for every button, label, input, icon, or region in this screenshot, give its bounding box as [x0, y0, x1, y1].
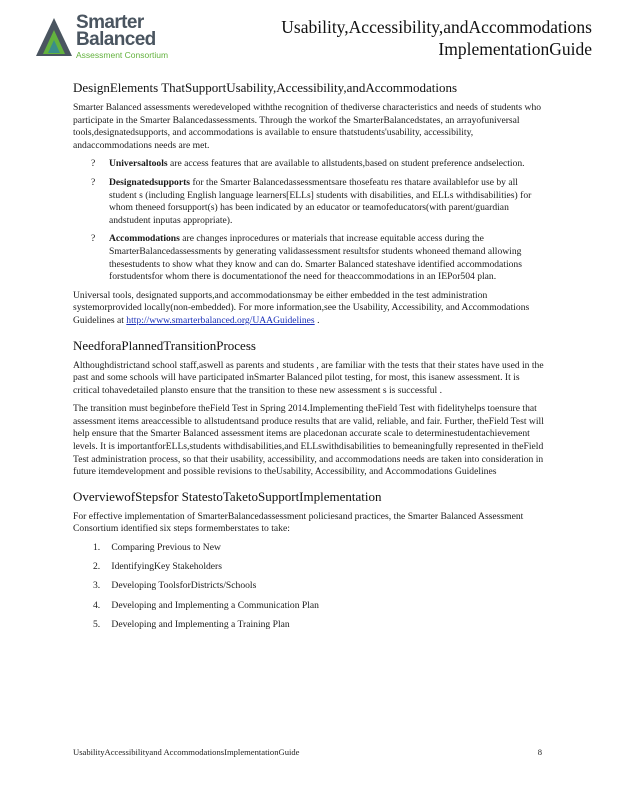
section3-intro: For effective implementation of SmarterBalancedassessment policiesand practices, the Smarter Balanced Assessment Consortium identified six steps formemberstates to take:: [73, 510, 524, 535]
support-types-list: [73, 158, 545, 283]
bullet-term: Designatedsupports: [109, 176, 191, 188]
step-number: 1.: [93, 542, 101, 554]
step-text: IdentifyingKey Stakeholders: [111, 561, 222, 573]
section1-closing: [73, 290, 545, 328]
page-footer: [73, 747, 542, 757]
bullet-term: Universaltools: [109, 158, 168, 170]
bullet-glyph: ?: [91, 158, 96, 170]
step-number: 5.: [93, 618, 101, 630]
page-number: 8: [537, 747, 542, 757]
section-heading-overview-steps: OverviewofStepsfor StatestoTaketoSupportImplementation: [73, 488, 382, 504]
page-content: [73, 80, 545, 638]
logo-line1: Smarter: [76, 12, 144, 33]
bullet-glyph: ?: [91, 176, 96, 188]
list-item: [91, 233, 545, 283]
step-text: Developing and Implementing a Communication Plan: [111, 599, 319, 611]
section2-para2: The transition must beginbefore theField Test in Spring 2014.Implementing theField Test with fidelityhelps toensure that assessment items areaccessible to allstudentsand produce results that are valid, reliable, and fair. Further, theField Test will help ensure that the Smarter Balanced assessment items are placedonan accurate scale to determinestudentachievement levels. It is importantforELLs,students withdisabilities,and ELLswithdisabilities to bemeaningfully represented in theField Test administration process, so that their usability, accessibility, and accommodations needs are taken into consideration in future itemdevelopment and possible revisions to theUsability, Accessibility, and Accommodations Guidelines: [73, 403, 544, 478]
list-item: [91, 158, 545, 171]
list-item: [91, 177, 545, 227]
bullet-term: Accommodations: [109, 233, 180, 245]
triangle-mark-icon: [34, 16, 74, 60]
step-number: 3.: [93, 580, 101, 592]
step-text: Developing ToolsforDistricts/Schools: [111, 580, 257, 592]
uaa-guidelines-link[interactable]: http://www.smarterbalanced.org/UAAGuidelines: [126, 314, 315, 326]
list-item: [93, 580, 545, 593]
list-item: [93, 619, 545, 632]
bullet-text: for the Smarter Balancedassessmentsare thosefeatu res thatare availablefor use by all student s (including English language learners[ELLs] students with disabilities, and ELLs withdisabilities) for whom theneed forsupport(s) has been indicated by an educator or teamofeducators(with parent/guardian andstudent inputas appropriate).: [109, 176, 532, 226]
list-item: [93, 561, 545, 574]
steps-list: [73, 542, 545, 631]
step-number: 4.: [93, 599, 101, 611]
list-item: [93, 600, 545, 613]
logo-wordmark: [76, 14, 156, 48]
logo-line2: Balanced: [76, 29, 156, 50]
bullet-glyph: ?: [91, 233, 96, 245]
section2-para1: Althoughdistrictand school staff,aswell as parents and students , are familiar with the tests that their states have used in the past and some schools will have participated inSmarter Balanced pilot testing, for most, this isanew assessment. It is critical tohavedetailed plansto ensure that the transition to these new assessment s is successful .: [73, 359, 544, 396]
step-text: Comparing Previous to New: [111, 542, 221, 554]
document-title: [281, 16, 592, 60]
step-number: 2.: [93, 561, 101, 573]
footer-text: UsabilityAccessibilityand AccommodationsImplementationGuide: [73, 747, 300, 757]
link-suffix: .: [317, 314, 320, 326]
bullet-text: are changes inprocedures or materials that increase equitable access during the SmarterBalancedassessments by generating validassessment resultsfor students whoneed themand allowing thesestudents to show what they know and can do. Smarter Balanced stateshave identified accommodations forstudentsfor whom there is documentationof the need for theaccommodations in an IEPor504 plan.: [109, 233, 522, 283]
section-heading-design-elements: DesignElements ThatSupportUsability,Accessibility,andAccommodations: [73, 80, 458, 95]
logo-tagline: Assessment Consortium: [76, 50, 169, 60]
section1-intro: Smarter Balanced assessments weredeveloped withthe recognition of thediverse characteristics and needs of students who participate in the Smarter Balancedassessments. Through the workof the SmarterBalancedstates, an arrayofuniversal tools,designatedsupports, and accommodations is available to ensure thatstudents'usability, accessibility, andaccommodations needs are met.: [73, 102, 542, 151]
closing-text: Universal tools, designated supports,and accommodationsmay be either embedded in the test administration systemorprovided locally(non-embedded). For more information,see the Usability, Accessibility, and Accommodations Guidelines at: [73, 289, 530, 326]
section-heading-transition: NeedforaPlannedTransitionProcess: [73, 337, 256, 353]
title-line2: ImplementationGuide: [438, 39, 592, 59]
step-text: Developing and Implementing a Training Plan: [111, 618, 290, 630]
title-line1: Usability,Accessibility,andAccommodations: [281, 17, 592, 37]
smarter-balanced-logo: [34, 14, 184, 66]
bullet-text: are access features that are available to allstudents,based on student preference andselection.: [170, 158, 525, 170]
list-item: [93, 542, 545, 555]
